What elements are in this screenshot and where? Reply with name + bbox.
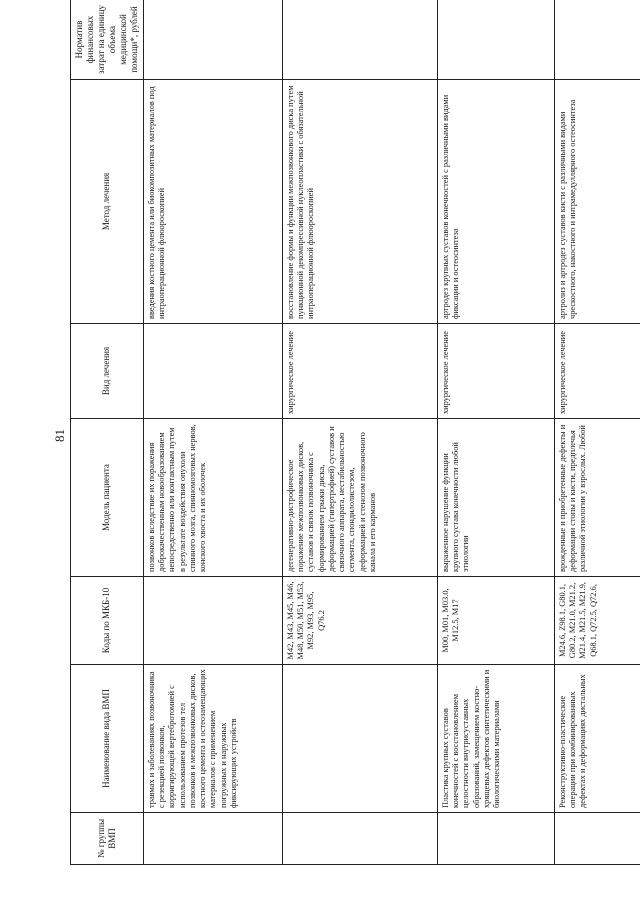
cell-treatment-type: хирургическое лечение (437, 324, 554, 419)
cell-patient-model: дегенеративно-дистрофическое поражение межпозвонковых дисков, суставов и связок позвоночника с формированием грыжи диска, деформацией (гипертрофией) суставов и связочного аппарата, нестабильностью сегмента, спондилолистезом, деформацией и стенозом позвоночного канала и его карманов (282, 419, 437, 577)
header-vmp-name: Наименование вида ВМП (71, 665, 144, 813)
cell-group-no (282, 813, 437, 865)
cell-vmp-name (282, 665, 437, 813)
cell-treatment-type: хирургическое лечение (554, 324, 640, 419)
cell-treatment-method: артролиз и артродез суставов кисти с различными видами чрескостного, накостного и интрамедуллярного остеосинтеза (554, 80, 640, 324)
table-row (437, 0, 554, 865)
cell-cost-norm (282, 0, 437, 80)
header-cost-norm: Норматив финансовых затрат на единицу объема медицинской помощи*, рублей (71, 0, 144, 80)
header-patient-model: Модель пациента (71, 419, 144, 577)
header-treatment-method: Метод лечения (71, 80, 144, 324)
cell-mkb-codes: M24.6, Z98.1, G80.1, G80.2, M21.0, M21.2, M21.4, M21.5, M21.9, Q68.1, Q72.5, Q72.6, (554, 577, 640, 665)
table-row (554, 0, 640, 865)
table-row (143, 0, 282, 865)
header-group-no: № группы ВМП (71, 813, 144, 865)
cell-group-no (143, 813, 282, 865)
cell-patient-model: позвонков вследствие их поражения доброкачественным новообразованием непосредственно или контактным путем в результате воздействия опухоли спинного мозга, спинномозговых нервов, конского хвоста и их оболочек (143, 419, 282, 577)
rotated-page-content (70, 0, 640, 865)
cell-group-no (437, 813, 554, 865)
cell-group-no (554, 813, 640, 865)
header-treatment-type: Вид лечения (71, 324, 144, 419)
table-header-row (71, 0, 144, 865)
cell-cost-norm (143, 0, 282, 80)
cell-treatment-method: введения костного цемента или биокомпозитных материалов под интраоперационной флюороскопией (143, 80, 282, 324)
vmp-table (70, 0, 640, 865)
cell-treatment-method: восстановление формы и функции межпозвонкового диска путем пункционной декомпрессивной нуклеопластики с обязательной интраоперационной флюороскопией (282, 80, 437, 324)
header-mkb-codes: Коды по МКБ-10 (71, 577, 144, 665)
cell-cost-norm (437, 0, 554, 80)
cell-treatment-type: хирургическое лечение (282, 324, 437, 419)
cell-cost-norm (554, 0, 640, 80)
table-row (282, 0, 437, 865)
cell-vmp-name: травмах и заболеваниях позвоночника с резекцией позвонков, корригирующей вертебротомией с использованием протезов тел позвонков и межпозвонковых дисков, костного цемента и остеозамещающих материалов с применением погружных и наружных фиксирующих устройств (143, 665, 282, 813)
cell-treatment-method: артродез крупных суставов конечностей с различными видами фиксации и остеосинтеза (437, 80, 554, 324)
cell-mkb-codes: M42, M43, M45, M46, M48, M50, M51, M53, M92, M93, M95, Q76.2 (282, 577, 437, 665)
cell-mkb-codes: M00, M01, M03.0, M12.5, M17 (437, 577, 554, 665)
page-number: 81 (52, 429, 67, 442)
cell-patient-model: выраженное нарушение функции крупного сустава конечности любой этиологии (437, 419, 554, 577)
cell-vmp-name: Пластика крупных суставов конечностей с восстановлением целостности внутрисуставных образований, замещением костно-хрящевых дефектов синтетическими и биологическими материалами (437, 665, 554, 813)
cell-treatment-type (143, 324, 282, 419)
cell-vmp-name: Реконструктивно-пластические операции при комбинированных дефектах и деформациях дистальных (554, 665, 640, 813)
cell-mkb-codes (143, 577, 282, 665)
cell-patient-model: врожденные и приобретенные дефекты и деформации стопы и кисти, предплечья различной этиологии у взрослых. Любой (554, 419, 640, 577)
